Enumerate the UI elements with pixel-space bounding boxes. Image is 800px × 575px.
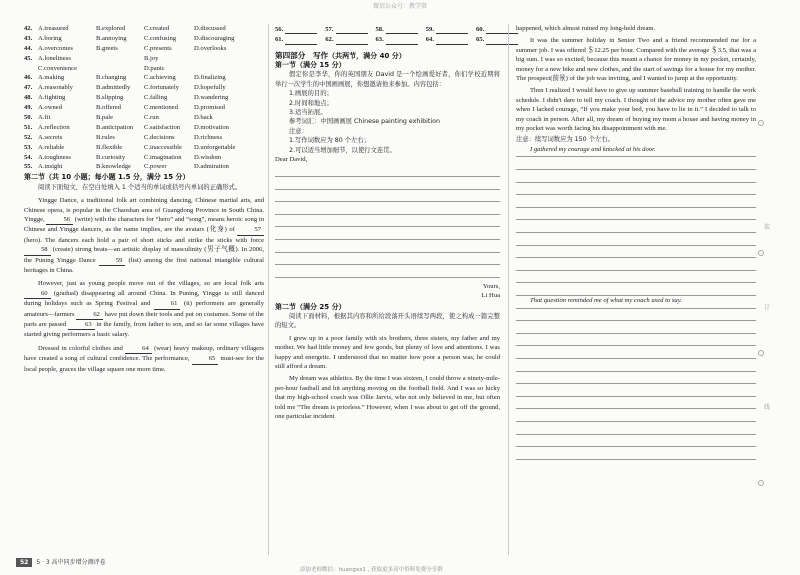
blank-59[interactable]: 59 [99,256,126,266]
answer-label: 57. [325,25,334,33]
option-a[interactable]: A.reflection [38,123,70,131]
column-divider [508,24,509,555]
option-b[interactable]: B.anticipation [96,123,134,131]
option-c[interactable]: C.decisions [144,133,175,141]
option-b[interactable]: B.explored [96,25,126,32]
section2-instruction: 阅读下面短文，在空白处填入 1 个适当的单词或括号内单词的正确形式。 [38,183,242,191]
binding-hole [758,480,764,486]
answer-slot[interactable] [325,25,367,34]
binding-mark: 装 [763,224,770,231]
writing-line[interactable] [516,233,756,246]
answer-line[interactable] [386,37,418,45]
writing-line[interactable] [516,384,756,397]
option-b[interactable]: B.rules [96,133,115,141]
answer-line[interactable] [285,37,317,45]
option-row [24,64,264,74]
writing-line[interactable] [275,265,500,278]
story-paragraph-2: My dream was athletics. By the time I was sixteen, I could throw a ninety-mile-per-hour fastball and hit anything moving on the football field. And I was so lucky that my high-school coach was Ollie Jarvis, who not only believed in me, but often told me “The dream is priceless.” However, when I was about to get off the ground, one particular incident [275,375,500,420]
page-number: 52 [16,558,32,567]
option-row: 48. A.fighting B.slipping C.falling D.wandering [24,93,264,103]
option-b[interactable]: B.changing [96,74,127,82]
option-row: 47. A.reasonably B.admittedly C.fortunately D.hopefully [24,83,264,93]
right-column [516,24,756,460]
binding-hole [758,250,764,256]
option-d[interactable]: D.overlooks [194,44,227,52]
answer-slot[interactable] [426,25,468,34]
answer-label: 56. [275,25,284,33]
prompt-point: 2.时间和地点； [289,99,333,107]
option-a[interactable]: A.fit [38,114,51,122]
letter-greeting: Dear David, [275,155,308,163]
writing-prompt: 假定你是李华，你的英国朋友 David 是一个绘画爱好者，你们学校近期将举行一次学生的中国画画展，你想邀请他来参加。内容包括： [275,71,500,88]
option-d[interactable]: D.discouraging [194,34,235,42]
option-d[interactable]: D.discussed [194,25,226,32]
answer-label: 65. [476,36,485,44]
option-a[interactable]: A.owned [38,104,62,112]
option-a[interactable]: A.insight [38,163,63,171]
option-d[interactable]: D.richness [194,133,223,141]
option-b[interactable]: B.flexible [96,143,123,151]
option-d[interactable]: D.finalizing [194,74,226,82]
note-label: 注意： [289,127,308,135]
story-paragraph-1: I grew up in a poor family with six brothers, three sisters, my father and my mother. We had little money and few goods, but plenty of love and attentions. I was happy and energetic. I understood that no matter how poor a person was, he could still afford a dream. [275,334,500,370]
answer-line[interactable] [285,26,317,34]
answer-label: 58. [375,25,384,33]
passage-paragraph-3: Dressed in colorful clothes and 64 (wear) heavy makeup, ordinary villagers have created a song of cultural confidence. The performance, 65 must-see for the local people, graces the village square one more time. [24,344,264,373]
option-d[interactable]: D.motivation [194,123,229,131]
option-d[interactable]: D.wandering [194,94,229,102]
option-c[interactable]: C.run [144,114,159,122]
answer-line[interactable] [486,37,518,45]
writing-line[interactable] [516,183,756,196]
writing-line[interactable] [516,372,756,385]
option-a[interactable]: A.treasured [38,25,69,32]
writing-line[interactable] [516,422,756,435]
continuation-writing-area-1[interactable] [516,157,756,296]
answer-label: 60. [476,25,485,33]
writing-line[interactable] [275,177,500,190]
continuation-start-1: I gathered my courage and knocked at his door. [516,145,756,158]
passage-paragraph-1: Yingge Dance, a traditional folk art combining dancing, Chinese martial arts, and Chinese opera, is popular in the Chaoshan area of Guangdong Province in South China. Yingge, 56 (write) with the characters for “hero” and “song”, means heroic song in Chinese and Yingge dancers, as the name implies, are the avatars (化身) of 57 (hero). The dancers each hold a pair of short sticks and strike the sticks with force 58 (create) strong beats—an artistic display of masculinity (男子气概). In 2006, the Puning Yingge Dance 59 (list) among the first national intangible cultural heritages in China. [24,197,264,275]
option-a[interactable]: A.boring [38,34,62,42]
part4-subtitle: （共两节，满分 40 分） [328,51,406,60]
writing-line[interactable] [516,271,756,284]
binding-mark: 线 [763,404,770,411]
answer-line[interactable] [336,37,368,45]
option-a[interactable]: A.toughness [38,153,71,161]
writing-line[interactable] [516,170,756,183]
part4-title: 第四部分 写作 [275,50,329,60]
option-list [24,24,264,172]
section2-subtitle: （共 10 小题；每小题 1.5 分，满分 15 分） [45,173,190,182]
writing-line[interactable] [516,447,756,460]
option-row: 46. A.making B.changing C.achieving D.finalizing [24,73,264,83]
writing-line[interactable] [516,334,756,347]
option-c[interactable]: C.confusing [144,34,177,42]
option-row: 42. A.treasured B.explored C.created D.discussed [24,24,264,34]
answer-line[interactable] [486,26,518,34]
option-row: 49. A.owned B.offered C.mentioned D.promised [24,103,264,113]
section2-writing-subtitle: （满分 25 分） [296,302,346,311]
writing-line[interactable] [275,190,500,203]
blank-56[interactable]: 56 [46,215,73,225]
option-c[interactable]: C.satisfaction [144,123,181,131]
answer-line[interactable] [336,26,368,34]
prompt-points [275,89,500,117]
writing-line[interactable] [275,215,500,228]
option-d[interactable]: D.promised [194,104,225,112]
section1-subtitle: （满分 15 分） [296,60,346,69]
column-divider [268,24,269,555]
option-c[interactable]: C.created [144,25,170,32]
option-d[interactable]: D.admiration [194,163,229,171]
option-c[interactable]: C.power [144,163,167,171]
left-column [24,24,264,374]
option-c[interactable]: C.inaccessible [144,143,182,151]
option-d[interactable] [194,64,254,73]
writing-line[interactable] [516,195,756,208]
writing-line[interactable] [275,240,500,253]
writing-line[interactable] [275,253,500,266]
option-a[interactable]: A.reasonably [38,84,73,92]
blank-64[interactable]: 64 [125,344,152,354]
answer-line[interactable] [436,37,468,45]
option-a[interactable]: C.convenience [38,64,77,72]
option-d[interactable]: D.unforgettable [194,143,236,151]
option-c[interactable]: C.falling [144,94,168,102]
section1-heading [275,61,500,70]
option-c[interactable]: C.presents [144,44,172,52]
story-paragraph-4: It was the summer holiday in Senior Two and a friend recommended me for a summer job. I was offered ＄12.25 per hour. Compared with the average ＄3.5, that was a big sum. I was so excited, because this meant a chance for money in my pocket, certainly, money for a new bike and new clothes, and the start of savings for a house for my mother. The prospect(前景) of the job was inviting, and I wanted to jump at the opportunity. [516,37,756,83]
writing-line[interactable] [275,227,500,240]
option-row: 55. A.insight B.knowledge C.power D.admiration [24,162,264,172]
answer-slot[interactable] [426,35,468,44]
blank-61[interactable]: 61 [154,299,181,309]
passage-paragraph-2: However, just as young people move out of the villages, so are local folk arts 60 (gradual) disappearing all around China. In Puning, Yingge is still danced during holidays such as Spring Festival and 61 (it) performers are generally amateurs—farmers 62 have put down their tools and put on costumes. Some of the parts are passed 63 in the family, from father to son, and so far some villages have started giving performers a basic salary. [24,280,265,339]
blank-60[interactable]: 60 [24,289,51,299]
option-a[interactable]: A.fighting [38,94,66,102]
option-a[interactable]: A.secrets [38,133,63,141]
section1-title: 第一节 [275,60,296,69]
option-a[interactable]: A.making [38,74,65,82]
answer-fill-rows [275,24,500,45]
answer-label: 62. [325,36,334,44]
option-row: 52. A.secrets B.rules C.decisions D.richness [24,133,264,143]
prompt-point: 1.画展的目的； [289,90,333,98]
continuation-instruction: 阅读下面材料，根据其内容和所给段落开头语续写两段，使之构成一篇完整的短文。 [275,312,500,330]
answer-slot[interactable] [476,25,518,34]
writing-line[interactable] [516,397,756,410]
section2-heading [24,173,264,182]
writing-line[interactable] [516,409,756,422]
note-item: 2.可以适当增加细节，以使行文连贯。 [289,146,396,154]
continuation-note: 注意：续写词数应为 150 个左右。 [516,136,614,144]
section2-title: 第二节 [24,173,45,182]
option-b[interactable]: B.annoying [96,34,127,42]
writing-line[interactable] [275,202,500,215]
option-c[interactable]: B.joy [144,54,159,62]
option-d[interactable]: D.hopefully [194,84,226,92]
option-a[interactable]: A.loneliness [38,54,71,62]
letter-closing: Yours, [482,282,500,290]
writing-line[interactable] [516,220,756,233]
section2-writing-heading [275,303,500,312]
answer-slot[interactable] [476,35,518,44]
option-row: 50. A.fit B.pale C.run D.back [24,113,264,123]
option-b[interactable]: B.greets [96,44,118,52]
writing-line[interactable] [516,321,756,334]
blank-62[interactable]: 62 [76,310,103,320]
answer-label: 61. [275,36,284,44]
answer-slot[interactable] [275,35,317,44]
option-c[interactable]: C.imagination [144,153,182,161]
writing-line[interactable] [516,309,756,322]
option-a[interactable]: A.overcomes [38,44,73,52]
middle-column [275,24,500,421]
notes [275,136,500,155]
continuation-start-2: That question reminded me of what my coach used to say. [516,296,756,309]
writing-line[interactable] [516,157,756,170]
writing-line[interactable] [516,346,756,359]
option-b[interactable]: B.pale [96,114,114,122]
option-c[interactable]: D.panic [144,64,165,72]
letter-writing-area[interactable] [275,164,500,277]
answer-slot[interactable] [275,25,317,34]
blank-57[interactable]: 57 [237,225,264,235]
writing-line[interactable] [516,246,756,259]
writing-line[interactable] [516,359,756,372]
answer-row [275,35,500,45]
answer-label: 64. [425,36,434,44]
option-d[interactable] [194,54,254,63]
reference-vocab: 参考词汇：中国画画展 Chinese painting exhibition [289,118,440,126]
writing-line[interactable] [516,283,756,296]
option-b[interactable]: B.knowledge [96,163,131,171]
header-note: 微信公众号：教学资 [372,3,427,10]
option-row: 53. A.reliable B.flexible C.inaccessible D.unforgettable [24,143,264,153]
option-b[interactable] [96,54,144,63]
option-d[interactable]: D.back [194,114,213,122]
note-item: 1.写作词数应为 80 个左右； [289,137,370,145]
option-b[interactable]: B.admittedly [96,84,131,92]
bottom-note: 添加老师微信：huangxx1 , 获取更多高中资料免费分享群 [300,567,443,573]
option-row: 44. A.overcomes B.greets C.presents D.overlooks [24,44,264,54]
option-a[interactable]: A.reliable [38,143,65,151]
option-row: 45. A.loneliness B.joy [24,54,264,64]
writing-line[interactable] [516,208,756,221]
answer-label: 59. [425,25,434,33]
continuation-writing-area-2[interactable] [516,309,756,460]
blank-65[interactable]: 65 [192,354,219,364]
binding-hole [758,120,764,126]
option-b[interactable]: B.slipping [96,94,124,102]
option-row: 43. A.boring B.annoying C.confusing D.discouraging [24,34,264,44]
option-row: 54. A.toughness B.curiosity C.imagination D.wisdom [24,153,264,163]
writing-line[interactable] [275,164,500,177]
writing-line[interactable] [516,435,756,448]
answer-label: 63. [375,36,384,44]
section2-writing-title: 第二节 [275,302,296,311]
letter-signature: Li Hua [481,292,500,300]
binding-mark: 订 [763,304,770,311]
option-b[interactable]: B.offered [96,104,121,112]
page-footer [16,557,106,567]
answer-slot[interactable] [376,25,418,34]
blank-58[interactable]: 58 [24,245,51,255]
prompt-point: 3.适当拓展。 [289,108,327,116]
answer-slot[interactable] [376,35,418,44]
option-c[interactable]: C.mentioned [144,104,178,112]
answer-slot[interactable] [325,35,367,44]
story-paragraph-5: Then I realized I would have to give up summer baseball training to handle the work schedule. I didn't dare to tell my coach. I thought of the advice my mother often gave me when I lacked courage, “If you make your bed, you have to lie in it.” I decided to talk to my coach in person. After all, my dream of buying my mom a house and having money in my pocket was worth facing his disappointment with me. [516,87,756,133]
story-paragraph-3: happened, which almost ruined my long-held dream. [516,25,656,32]
binding-hole [758,350,764,356]
writing-line[interactable] [516,258,756,271]
answer-row [275,24,500,34]
footer-text: 5 · 3 高中同步增分测评卷 [36,559,106,566]
option-b[interactable] [96,64,144,73]
option-c[interactable]: C.achieving [144,74,176,82]
part4-heading [275,51,500,61]
answer-line[interactable] [386,26,418,34]
option-c[interactable]: C.fortunately [144,84,179,92]
option-b[interactable]: B.curiosity [96,153,126,161]
option-row: 51. A.reflection B.anticipation C.satisfaction D.motivation [24,123,264,133]
answer-line[interactable] [436,26,468,34]
option-d[interactable]: D.wisdom [194,153,222,161]
blank-63[interactable]: 63 [68,320,95,330]
